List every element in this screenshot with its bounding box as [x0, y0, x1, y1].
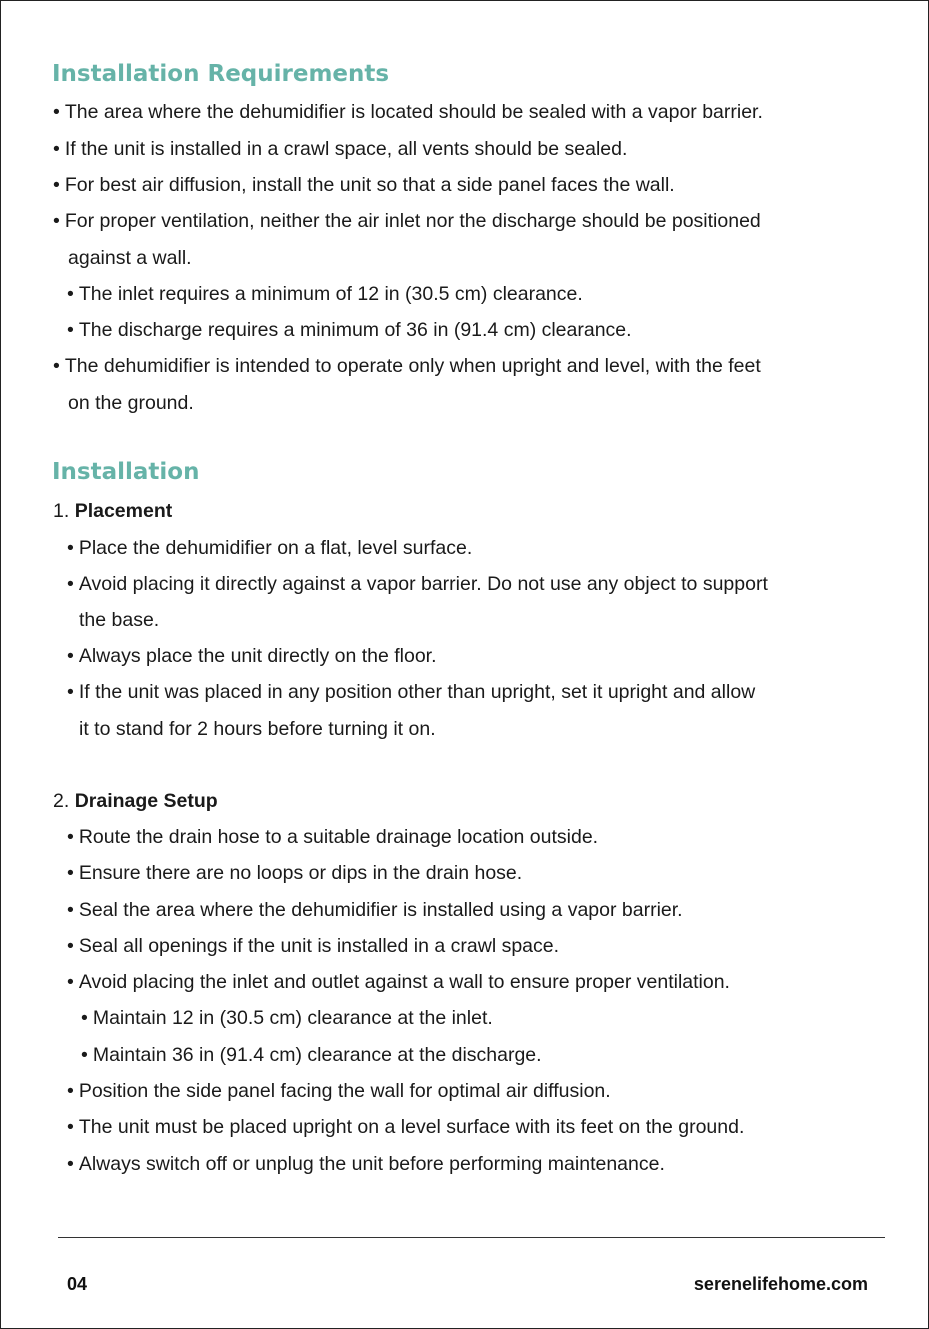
footer-divider — [58, 1237, 885, 1238]
bullet-icon: • — [67, 319, 74, 341]
list-item: • Seal the area where the dehumidifier is installed using a vapor barrier. — [67, 899, 683, 921]
list-item-continuation: it to stand for 2 hours before turning it on. — [79, 718, 436, 740]
list-item: • The area where the dehumidifier is located should be sealed with a vapor barrier. — [53, 101, 763, 123]
bullet-icon: • — [67, 1116, 74, 1138]
list-item: • Position the side panel facing the wall for optimal air diffusion. — [67, 1080, 611, 1102]
bullet-icon: • — [67, 1080, 74, 1102]
bullet-icon: • — [67, 899, 74, 921]
bullet-icon: • — [67, 537, 74, 559]
step-title-placement: 1. Placement — [53, 500, 173, 522]
list-item: • Ensure there are no loops or dips in the drain hose. — [67, 862, 523, 884]
bullet-icon: • — [67, 681, 74, 703]
list-subitem: • The discharge requires a minimum of 36 in (91.4 cm) clearance. — [67, 319, 632, 341]
page-number: 04 — [67, 1274, 88, 1294]
bullet-icon: • — [67, 826, 74, 848]
section-title-installation-requirements: Installation Requirements — [52, 61, 390, 87]
step-title-drainage-setup: 2. Drainage Setup — [53, 790, 218, 812]
bullet-icon: • — [81, 1044, 88, 1066]
list-item: • The unit must be placed upright on a level surface with its feet on the ground. — [67, 1116, 745, 1138]
section-title-installation: Installation — [52, 459, 200, 485]
bullet-icon: • — [53, 138, 60, 160]
bullet-icon: • — [67, 862, 74, 884]
list-item: • Place the dehumidifier on a flat, level surface. — [67, 537, 473, 559]
list-item-continuation: the base. — [79, 609, 160, 631]
list-item: • For proper ventilation, neither the air inlet nor the discharge should be positioned — [53, 210, 761, 232]
list-item: • Always place the unit directly on the floor. — [67, 645, 437, 667]
list-item: • If the unit is installed in a crawl space, all vents should be sealed. — [53, 138, 628, 160]
list-subitem: • The inlet requires a minimum of 12 in (30.5 cm) clearance. — [67, 283, 583, 305]
bullet-icon: • — [67, 645, 74, 667]
bullet-icon: • — [53, 101, 60, 123]
list-item: • If the unit was placed in any position other than upright, set it upright and allow — [67, 681, 756, 703]
list-item: • The dehumidifier is intended to operate only when upright and level, with the feet — [53, 355, 761, 377]
list-item: • For best air diffusion, install the unit so that a side panel faces the wall. — [53, 174, 675, 196]
footer-website: serenelifehome.com — [693, 1274, 868, 1294]
list-item: • Avoid placing the inlet and outlet against a wall to ensure proper ventilation. — [67, 971, 730, 993]
bullet-icon: • — [53, 355, 60, 377]
bullet-icon: • — [67, 1153, 74, 1175]
bullet-icon: • — [81, 1007, 88, 1029]
list-subitem: • Maintain 12 in (30.5 cm) clearance at the inlet. — [81, 1007, 493, 1029]
list-item-continuation: against a wall. — [68, 247, 192, 269]
list-item: • Always switch off or unplug the unit before performing maintenance. — [67, 1153, 665, 1175]
bullet-icon: • — [67, 573, 74, 595]
list-item: • Route the drain hose to a suitable drainage location outside. — [67, 826, 599, 848]
bullet-icon: • — [53, 210, 60, 232]
bullet-icon: • — [67, 283, 74, 305]
bullet-icon: • — [67, 935, 74, 957]
list-item: • Seal all openings if the unit is installed in a crawl space. — [67, 935, 560, 957]
bullet-icon: • — [53, 174, 60, 196]
bullet-icon: • — [67, 971, 74, 993]
list-item: • Avoid placing it directly against a vapor barrier. Do not use any object to support — [67, 573, 768, 595]
list-item-continuation: on the ground. — [68, 392, 194, 414]
list-subitem: • Maintain 36 in (91.4 cm) clearance at the discharge. — [81, 1044, 542, 1066]
